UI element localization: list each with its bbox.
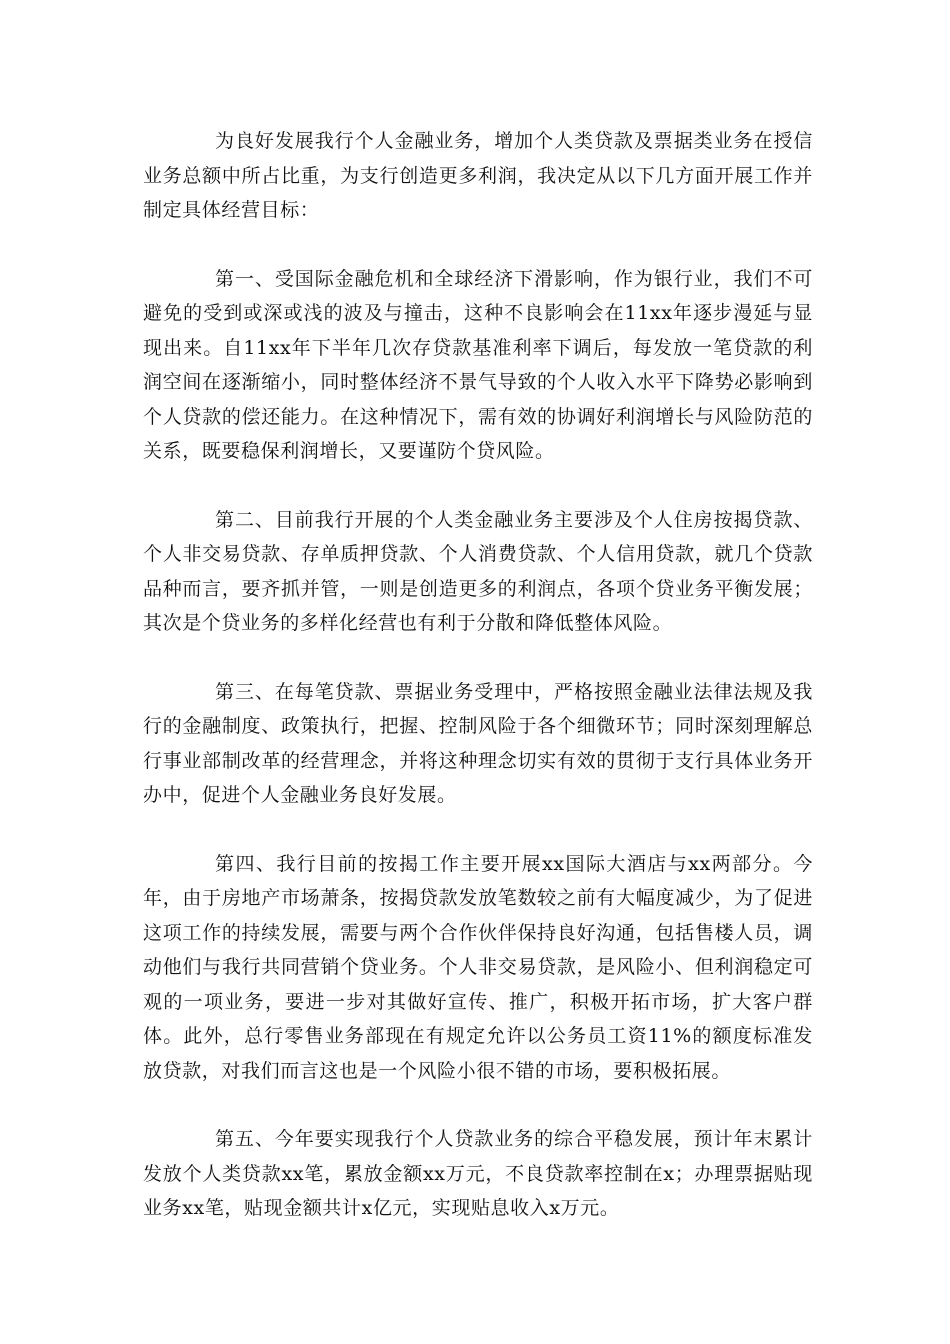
paragraph-first: 第一、受国际金融危机和全球经济下滑影响，作为银行业，我们不可避免的受到或深或浅的波及与撞击，这种不良影响会在11xx年逐步漫延与显现出来。自11xx年下半年几次存贷款基准利率下调后，每发放一笔贷款的利润空间在逐渐缩小，同时整体经济不景气导致的个人收入水平下降势必影响到个人贷款的偿还能力。在这种情况下，需有效的协调好利润增长与风险防范的关系，既要稳保利润增长，又要谨防个贷风险。: [143, 267, 813, 462]
paragraph-second: 第二、目前我行开展的个人类金融业务主要涉及个人住房按揭贷款、个人非交易贷款、存单质押贷款、个人消费贷款、个人信用贷款，就几个贷款品种而言，要齐抓并管，一则是创造更多的利润点，各项个贷业务平衡发展；其次是个贷业务的多样化经营也有利于分散和降低整体风险。: [143, 508, 813, 634]
paragraph-third: 第三、在每笔贷款、票据业务受理中，严格按照金融业法律法规及我行的金融制度、政策执行，把握、控制风险于各个细微环节；同时深刻理解总行事业部制改革的经营理念，并将这种理念切实有效的贯彻于支行具体业务开办中，促进个人金融业务良好发展。: [143, 680, 813, 806]
document-body: [143, 124, 813, 1226]
paragraph-fourth: 第四、我行目前的按揭工作主要开展xx国际大酒店与xx两部分。今年，由于房地产市场萧条，按揭贷款发放笔数较之前有大幅度减少，为了促进这项工作的持续发展，需要与两个合作伙伴保持良好沟通，包括售楼人员，调动他们与我行共同营销个贷业务。个人非交易贷款，是风险小、但利润稳定可观的一项业务，要进一步对其做好宣传、推广，积极开拓市场，扩大客户群体。此外，总行零售业务部现在有规定允许以公务员工资11%的额度标准发放贷款，对我们而言这也是一个风险小很不错的市场，要积极拓展。: [143, 852, 813, 1082]
paragraph-fifth: 第五、今年要实现我行个人贷款业务的综合平稳发展，预计年末累计发放个人类贷款xx笔，累放金额xx万元，不良贷款率控制在x；办理票据贴现业务xx笔，贴现金额共计x亿元，实现贴息收入x万元。: [143, 1128, 813, 1219]
intro-paragraph: 为良好发展我行个人金融业务，增加个人类贷款及票据类业务在授信业务总额中所占比重，为支行创造更多利润，我决定从以下几方面开展工作并制定具体经营目标：: [143, 130, 813, 221]
